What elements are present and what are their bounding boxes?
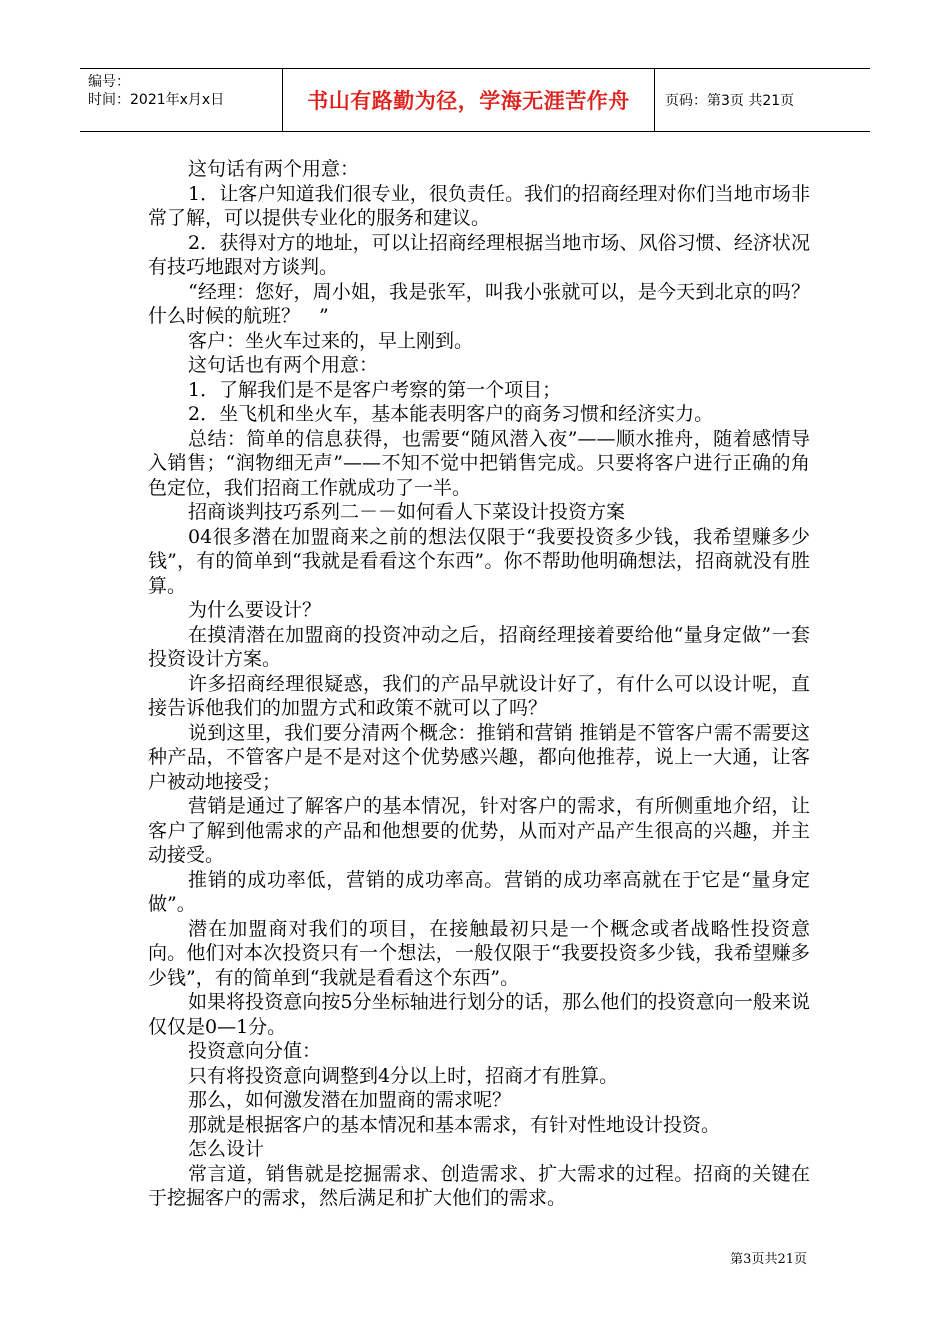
paragraph: 这句话有两个用意：	[188, 158, 360, 180]
paragraph: 1．了解我们是不是客户考察的第一个项目；	[188, 378, 562, 401]
paragraph: 为什么要设计？	[188, 599, 322, 621]
paragraph: 那就是根据客户的基本情况和基本需求，有针对性地设计投资。	[188, 1113, 721, 1136]
paragraph: 在摸清潜在加盟商的投资冲动之后，招商经理接着要给他“量身定做”一套投资设计方案。	[148, 623, 810, 670]
document-number-label: 编号：	[88, 74, 130, 90]
paragraph: “经理：您好，周小姐，我是张军，叫我小张就可以，是今天到北京的吗？什么时候的航班？ ”	[148, 280, 810, 327]
paragraph: 潜在加盟商对我们的项目，在接触最初只是一个概念或者战略性投资意向。他们对本次投资只有一个想法，一般仅限于“我要投资多少钱，我希望赚多少钱”，有的简单到“我就是看看这个东西”。	[148, 917, 810, 989]
paragraph: 2．获得对方的地址，可以让招商经理根据当地市场、风俗习惯、经济状况有技巧地跟对方谈判。	[148, 231, 810, 278]
paragraph: 营销是通过了解客户的基本情况，针对客户的需求，有所侧重地介绍，让客户了解到他需求的产品和他想要的优势，从而对产品产生很高的兴趣，并主动接受。	[148, 795, 810, 866]
document-time-label: 时间：2021年x月x日	[88, 92, 225, 108]
paragraph: 许多招商经理很疑惑，我们的产品早就设计好了，有什么可以设计呢，直接告诉他我们的加盟方式和政策不就可以了吗？	[148, 672, 810, 719]
section-heading: 招商谈判技巧系列二－－如何看人下菜设计投资方案	[188, 501, 626, 523]
document-body	[148, 157, 810, 1211]
header-meta	[80, 69, 283, 131]
paragraph: 客户：坐火车过来的，早上刚到。	[188, 329, 474, 352]
paragraph: 常言道，销售就是挖掘需求、创造需求、扩大需求的过程。招商的关键在于挖掘客户的需求，然后满足和扩大他们的需求。	[148, 1162, 810, 1209]
header-motto: 书山有路勤为径，学海无涯苦作舟	[283, 69, 655, 131]
paragraph: 如果将投资意向按5分坐标轴进行划分的话，那么他们的投资意向一般来说仅仅是0—1分。	[148, 991, 810, 1038]
paragraph: 总结：简单的信息获得，也需要“随风潜入夜”——顺水推舟，随着感情导入销售；“润物细无声”——不知不觉中把销售完成。只要将客户进行正确的角色定位，我们招商工作就成功了一半。	[148, 427, 810, 499]
paragraph: 这句话也有两个用意：	[188, 354, 379, 376]
page-header	[80, 68, 870, 132]
header-page-info: 页码：第3页 共21页	[665, 93, 795, 109]
paragraph: 04很多潜在加盟商来之前的想法仅限于“我要投资多少钱，我希望赚多少钱”，有的简单到“我就是看看这个东西”。你不帮助他明确想法，招商就没有胜算。	[148, 525, 810, 597]
paragraph: 1．让客户知道我们很专业，很负责任。我们的招商经理对你们当地市场非常了解，可以提供专业化的服务和建议。	[148, 182, 810, 229]
paragraph: 那么，如何激发潜在加盟商的需求呢？	[188, 1089, 512, 1111]
paragraph: 投资意向分值：	[188, 1040, 322, 1062]
paragraph: 推销的成功率低，营销的成功率高。营销的成功率高就在于它是“量身定做”。	[148, 868, 810, 915]
paragraph: 只有将投资意向调整到4分以上时，招商才有胜算。	[188, 1064, 619, 1087]
page-footer: 第3页共21页	[730, 1252, 807, 1267]
paragraph: 2．坐飞机和坐火车，基本能表明客户的商务习惯和经济实力。	[188, 403, 714, 425]
paragraph: 说到这里，我们要分清两个概念：推销和营销 推销是不管客户需不需要这种产品，不管客户是不是对这个优势感兴趣，都向他推荐，说上一大通，让客户被动地接受；	[148, 721, 810, 793]
paragraph: 怎么设计	[188, 1138, 265, 1160]
